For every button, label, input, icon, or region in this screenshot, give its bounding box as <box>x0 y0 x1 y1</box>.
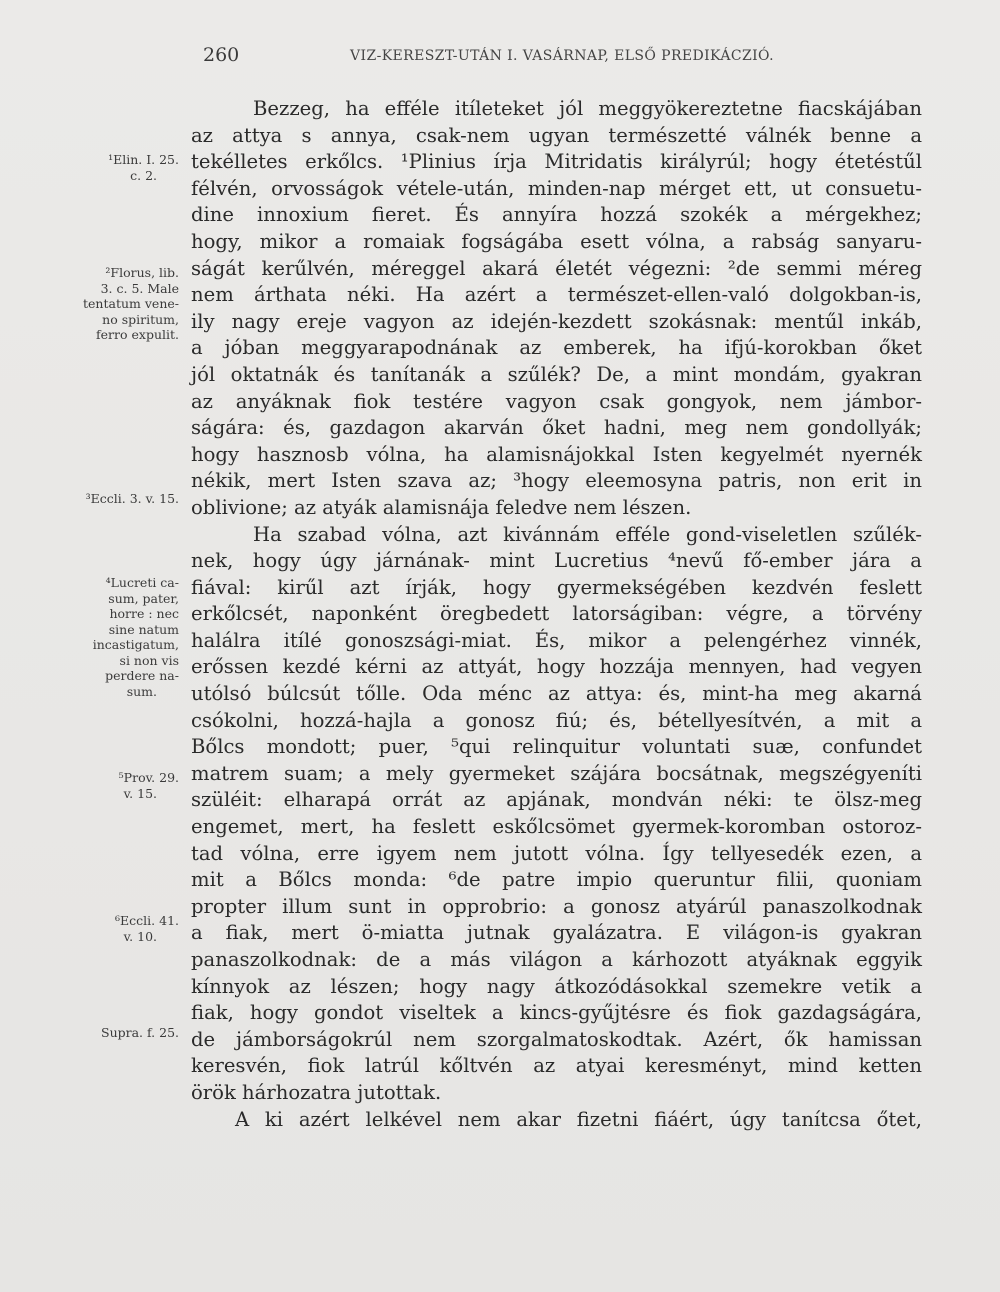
margin-notes <box>0 0 185 1292</box>
margin-note-line: ferro expulit. <box>96 327 179 342</box>
text-line: tekélletes erkőlcs. ¹Plinius írja Mitridatis királyrúl; hogy étetéstűl <box>191 150 922 174</box>
margin-note-line: horre : nec <box>109 606 179 621</box>
margin-note-line: ⁵Prov. 29. <box>118 770 179 785</box>
text-line: Bőlcs mondott; puer, ⁵qui relinquitur voluntati suæ, confundet <box>191 735 922 759</box>
margin-note-line: no spiritum, <box>102 311 179 327</box>
text-line: az attya s annya, csak-nem ugyan természetté válnék benne a <box>191 123 922 147</box>
margin-note-line: ¹Elin. I. 25. <box>108 152 179 167</box>
body-text <box>191 96 922 1133</box>
text-line: Ha szabad vólna, azt kivánnám efféle gond-viseletlen szűlék- <box>253 522 922 546</box>
margin-note-line: 3. c. 5. Male <box>100 280 179 296</box>
text-line: erőssen kezdé kérni az attyát, hogy hozzája mennyen, had vegyen <box>191 655 922 679</box>
text-line: ságát kerűlvén, méreggel akará életét végezni: ²de semmi méreg <box>191 256 922 280</box>
margin-note-line: v. 15. <box>123 785 157 801</box>
margin-note-line: ³Eccli. 3. v. 15. <box>85 491 179 506</box>
margin-note-line: ²Florus, lib. <box>105 265 179 280</box>
margin-note-line: si non vis <box>119 652 179 668</box>
page-number: 260 <box>203 44 240 66</box>
margin-note-line: ⁶Eccli. 41. <box>115 913 179 928</box>
margin-note-line: perdere na- <box>105 668 179 683</box>
margin-note-line: sum, pater, <box>108 590 179 606</box>
text-line: nek, hogy úgy járnának- mint Lucretius ⁴nevű fő-ember jára a <box>191 549 922 573</box>
text-line: fiak, hogy gondot viseltek a kincs-gyűjtésre és fiok gazdagságára, <box>191 1001 922 1025</box>
text-line: keresvén, fiok latrúl kőltvén az atyai keresményt, mind ketten <box>191 1054 922 1078</box>
text-line: csókolni, hozzá-hajla a gonosz fiú; és, bétellyesítvén, a mit a <box>191 708 922 732</box>
running-head: VIZ-KERESZT-UTÁN I. VASÁRNAP, ELSŐ PREDIKÁCZIÓ. <box>350 48 774 64</box>
margin-note-2 <box>5 265 185 343</box>
text-line: hogy, mikor a romaiak fogságába esett vólna, a rabság sanyaru- <box>191 229 922 253</box>
margin-note-line: sine natum <box>108 621 179 637</box>
text-line: az anyáknak fiok testére vagyon csak gongyok, nem jámbor- <box>191 389 922 413</box>
text-line: matrem suam; a mely gyermeket szájára bocsátnak, megszégyeníti <box>191 761 922 785</box>
text-line: tad vólna, erre igyem nem jutott vólna. Így tellyesedék ezen, a <box>191 841 922 865</box>
margin-note-1 <box>5 152 185 183</box>
text-line: félvén, orvosságok vétele-után, minden-nap mérget ett, ut consuetu- <box>191 176 922 200</box>
text-line: utólsó búlcsút tőlle. Oda ménc az attya: és, mint-ha meg akarná <box>191 682 922 706</box>
text-line: engemet, mert, ha feslett eskőlcsömet gyermek-koromban ostoroz- <box>191 815 922 839</box>
margin-note-line: incastigatum, <box>92 637 179 652</box>
margin-note-line: ⁴Lucreti ca- <box>105 575 179 590</box>
text-line: Bezzeg, ha efféle itíleteket jól meggyökereztetne fiacskájában <box>253 97 922 120</box>
text-line: a jóban meggyarapodnának az emberek, ha ifjú-korokban őket <box>191 336 922 360</box>
text-line: dine innoxium fieret. És annyíra hozzá szokék a mérgekhez; <box>191 203 922 227</box>
text-line: mit a Bőlcs monda: ⁶de patre impio queruntur filii, quoniam <box>191 868 922 892</box>
text-line: nékik, mert Isten szava az; ³hogy eleemosyna patris, non erit in <box>191 469 922 493</box>
margin-note-6 <box>5 913 185 944</box>
text-line: halálra itílé gonoszsági-miat. És, mikor a pelengérhez vinnék, <box>191 628 922 652</box>
text-line: fiával: kirűl azt írják, hogy gyermekségében kezdvén feslett <box>191 575 922 599</box>
text-line: A ki azért lelkével nem akar fizetni fiáért, úgy tanítcsa őtet, <box>235 1107 922 1131</box>
text-line: jól oktatnák és tanítanák a szűlék? De, a mint mondám, gyakran <box>191 362 922 386</box>
text-line: a fiak, mert ö-miatta jutnak gyalázatra. E világon-is gyakran <box>191 921 922 945</box>
margin-note-5 <box>5 770 185 801</box>
text-line: oblivione; az atyák alamisnája feledve nem lészen. <box>191 495 692 519</box>
text-line: hogy hasznosb vólna, ha alamisnájokkal Isten kegyelmét nyernék <box>191 442 922 466</box>
text-line: kínnyok az lészen; hogy nagy átkozódásokkal szemekre vetik a <box>191 974 922 998</box>
margin-note-line: tentatum vene- <box>83 296 179 311</box>
margin-note-line: v. 10. <box>123 928 157 944</box>
margin-note-line: Supra. f. 25. <box>101 1025 179 1040</box>
text-line: szüléit: elharapá orrát az apjának, mondván néki: te ölsz-meg <box>191 788 922 812</box>
text-line: de jámborságokrúl nem szorgalmatoskodtak. Azért, ők hamissan <box>191 1027 922 1051</box>
text-line: ságára: és, gazdagon akarván őket hadni, meg nem gondollyák; <box>191 416 922 440</box>
text-line: erkőlcsét, naponként öregbedett latorságiban: végre, a törvény <box>191 602 922 626</box>
margin-note-line: c. 2. <box>130 167 157 183</box>
margin-note-7 <box>5 1025 185 1041</box>
text-line: propter illum sunt in opprobrio: a gonosz atyárúl panaszolkodnak <box>191 894 922 918</box>
margin-note-3 <box>5 491 185 507</box>
text-line: panaszolkodnak: de a más világon a kárhozott atyáknak eggyik <box>191 948 922 971</box>
margin-note-line: sum. <box>126 683 157 699</box>
margin-note-4 <box>5 575 185 699</box>
text-line: ily nagy ereje vagyon az idején-kezdett szokásnak: mentűl inkáb, <box>191 309 922 333</box>
text-line: örök hárhozatra jutottak. <box>191 1080 442 1104</box>
text-line: nem árthata néki. Ha azért a természet-ellen-való dolgokban-is, <box>191 283 922 307</box>
